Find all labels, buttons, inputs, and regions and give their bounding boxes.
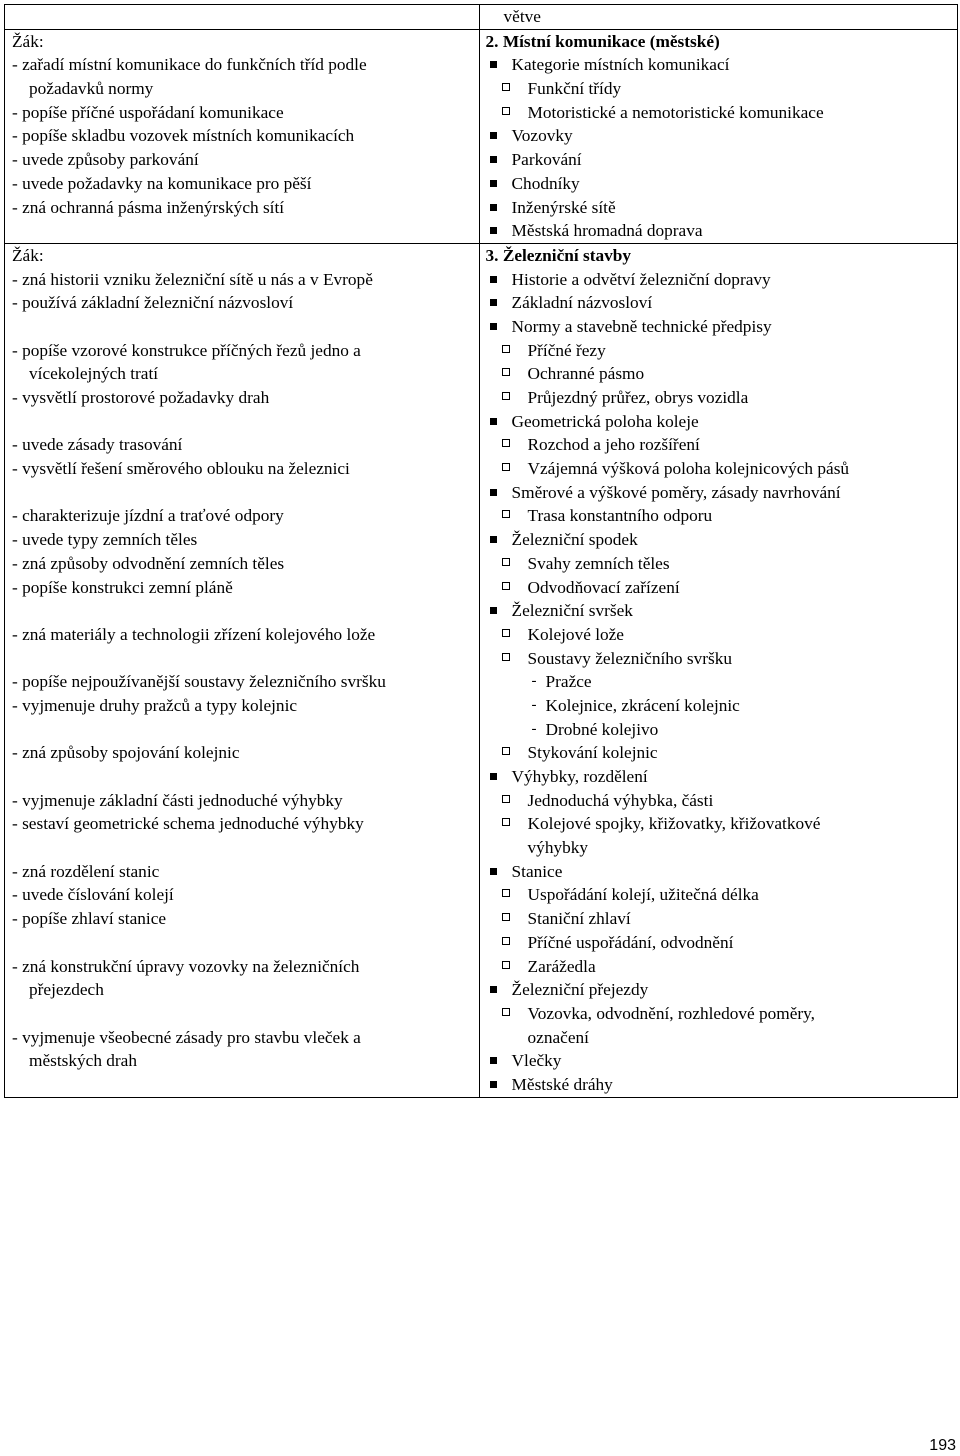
subtopic-item [486, 457, 957, 481]
filled-square-shape [490, 489, 497, 496]
topic-item [486, 268, 957, 292]
topic-item [486, 124, 957, 148]
table-row-top-continuation [5, 5, 958, 30]
filled-square-bullet-icon [490, 268, 512, 292]
curriculum-table [4, 4, 958, 1098]
topic-text: Jednoduchá výhybka, části [527, 790, 714, 810]
filled-square-shape [490, 418, 497, 425]
subtopic-item [486, 623, 957, 647]
filled-square-bullet-icon [490, 315, 512, 339]
student-heading: Žák: [12, 245, 44, 265]
topic-item [486, 410, 957, 434]
hollow-square-shape [502, 795, 510, 803]
topic-text: Normy a stavebně technické předpisy [511, 316, 772, 336]
topic-text: Vozovky [511, 126, 573, 146]
subtopic-item [486, 647, 957, 671]
right-cell-topics-roads [479, 29, 957, 243]
topic-text: Průjezdný průřez, obrys vozidla [527, 388, 749, 407]
topic-text: Vlečky [511, 1051, 562, 1071]
topic-text: Geometrická poloha koleje [511, 411, 699, 431]
hollow-square-shape [502, 937, 510, 945]
spacer [12, 765, 479, 789]
subtopic-item [486, 576, 957, 600]
hollow-square-shape [502, 107, 510, 115]
topic-item [486, 860, 957, 884]
topic-item [486, 481, 957, 505]
outcome-line: - vyjmenuje základní části jednoduché výhybky [12, 790, 343, 810]
filled-square-bullet-icon [490, 196, 512, 220]
hollow-square-shape [502, 747, 510, 755]
hollow-square-shape [502, 889, 510, 897]
topic-text: Příčné uspořádání, odvodnění [527, 932, 734, 952]
topic-text: Železniční svršek [511, 601, 633, 621]
outcome-line: městských drah [29, 1051, 137, 1071]
section-heading: 3. Železniční stavby [485, 245, 631, 265]
left-cell-outcomes-railway [5, 243, 480, 1097]
topic-item [486, 528, 957, 552]
topic-text: Svahy zemních těles [527, 553, 670, 573]
outcome-line: - popíše zhlaví stanice [12, 909, 167, 929]
hollow-square-shape [502, 83, 510, 91]
left-cell-empty [5, 5, 480, 30]
hollow-square-shape [502, 582, 510, 590]
subtopic-item [486, 101, 957, 125]
topic-text: Trasa konstantního odporu [527, 506, 713, 526]
outcome-line: - popíše nejpoužívanější soustavy železničního svršku [12, 672, 386, 692]
filled-square-shape [490, 156, 497, 163]
topic-text: Stykování kolejnic [527, 743, 658, 763]
spacer [12, 315, 479, 339]
topic-text: Železniční spodek [511, 530, 638, 550]
section-heading: 2. Místní komunikace (městské) [485, 31, 720, 51]
hollow-square-shape [502, 439, 510, 447]
outcome-line: - popíše skladbu vozovek místních komunikacích [12, 126, 355, 146]
topic-item [486, 53, 957, 77]
filled-square-bullet-icon [490, 148, 512, 172]
topic-text: Kategorie místních komunikací [511, 55, 730, 75]
topic-text: Zarážedla [527, 956, 596, 976]
filled-square-bullet-icon [490, 1049, 512, 1073]
outcome-line: - uvede požadavky na komunikace pro pěší [12, 173, 312, 193]
topic-text: Inženýrské sítě [511, 197, 616, 217]
topic-text: Příčné řezy [527, 340, 606, 360]
outcome-line: - popíše vzorové konstrukce příčných řezů jedno a [12, 340, 361, 360]
subtopic-item [486, 552, 957, 576]
hollow-square-bullet-icon [502, 883, 528, 907]
outcome-line: - zná materiály a technologii zřízení kolejového lože [12, 624, 376, 644]
hollow-square-bullet-icon [502, 789, 528, 813]
topic-text: Chodníky [511, 173, 580, 193]
subtopic-item [486, 812, 957, 836]
hollow-square-shape [502, 629, 510, 637]
outcome-line: - uvede typy zemních těles [12, 530, 198, 550]
subtopic-item [486, 1002, 957, 1026]
spacer [12, 718, 479, 742]
subtopic-item [486, 339, 957, 363]
hollow-square-bullet-icon [502, 907, 528, 931]
topic-item [486, 1073, 957, 1097]
filled-square-bullet-icon [490, 410, 512, 434]
subtopic-item [486, 955, 957, 979]
filled-square-bullet-icon [490, 1073, 512, 1097]
outcome-line: - zná ochranná pásma inženýrských sítí [12, 197, 285, 217]
sub-subtopic-item [486, 718, 957, 742]
filled-square-bullet-icon [490, 978, 512, 1002]
hollow-square-bullet-icon [502, 362, 528, 386]
topic-text: Funkční třídy [527, 79, 622, 99]
outcome-line: přejezdech [29, 980, 104, 1000]
subtopic-item [486, 789, 957, 813]
hollow-square-bullet-icon [502, 1002, 528, 1026]
outcome-line: - používá základní železniční názvosloví [12, 293, 294, 313]
spacer [12, 836, 479, 860]
subtopic-item [486, 741, 957, 765]
filled-square-bullet-icon [490, 124, 512, 148]
filled-square-shape [490, 1057, 497, 1064]
filled-square-shape [490, 773, 497, 780]
hollow-square-shape [502, 345, 510, 353]
subtopic-item [486, 362, 957, 386]
topic-item [486, 978, 957, 1002]
hollow-square-bullet-icon [502, 741, 528, 765]
hollow-square-bullet-icon [502, 576, 528, 600]
hollow-square-shape [502, 913, 510, 921]
outcome-line: - vysvětlí prostorové požadavky drah [12, 388, 270, 407]
topic-item [486, 599, 957, 623]
hollow-square-bullet-icon [502, 77, 528, 101]
hollow-square-bullet-icon [502, 647, 528, 671]
spacer [12, 481, 479, 505]
topic-text: Soustavy železničního svršku [527, 648, 732, 668]
topic-text: Kolejové spojky, křižovatky, křižovatkové [527, 814, 821, 834]
filled-square-bullet-icon [490, 219, 512, 243]
topic-text: Vzájemná výšková poloha kolejnicových pásů [527, 459, 850, 479]
outcome-line: - zařadí místní komunikace do funkčních tříd podle [12, 55, 367, 75]
topic-text: Motoristické a nemotoristické komunikace [527, 102, 824, 122]
filled-square-bullet-icon [490, 528, 512, 552]
hollow-square-bullet-icon [502, 623, 528, 647]
subtopic-item [486, 433, 957, 457]
subtopic-item [486, 907, 957, 931]
topic-text: Kolejnice, zkrácení kolejnic [545, 695, 740, 715]
hollow-square-bullet-icon [502, 812, 528, 836]
filled-square-shape [490, 323, 497, 330]
table-row-railway [5, 243, 958, 1097]
subtopic-item [486, 931, 957, 955]
topic-text: Drobné kolejivo [545, 719, 659, 739]
outcome-line: - uvede zásady trasování [12, 435, 183, 455]
filled-square-shape [490, 180, 497, 187]
topic-item [486, 315, 957, 339]
outcome-line: - sestaví geometrické schema jednoduché výhybky [12, 814, 364, 834]
topic-item [486, 1049, 957, 1073]
sub-subtopic-item [486, 694, 957, 718]
outcome-line: - uvede způsoby parkování [12, 150, 199, 170]
outcome-line: - zná rozdělení stanic [12, 861, 160, 881]
hollow-square-shape [502, 463, 510, 471]
outcome-line: - vyjmenuje všeobecné zásady pro stavbu vleček a [12, 1027, 361, 1047]
hollow-square-shape [502, 1008, 510, 1016]
filled-square-shape [490, 227, 497, 234]
hollow-square-bullet-icon [502, 504, 528, 528]
student-heading: Žák: [12, 31, 44, 51]
hollow-square-bullet-icon [502, 552, 528, 576]
topic-item [486, 196, 957, 220]
filled-square-shape [490, 1081, 497, 1088]
outcome-line: - popíše konstrukci zemní pláně [12, 577, 233, 597]
hollow-square-bullet-icon [502, 386, 528, 410]
hollow-square-bullet-icon [502, 339, 528, 363]
outcome-line: - zná způsoby odvodnění zemních těles [12, 553, 285, 573]
filled-square-shape [490, 61, 497, 68]
spacer [12, 410, 479, 434]
spacer [12, 599, 479, 623]
dash-bullet-icon: - [531, 696, 537, 713]
filled-square-shape [490, 299, 497, 306]
left-cell-outcomes-roads [5, 29, 480, 243]
topic-item [486, 765, 957, 789]
topic-text: výhybky [527, 838, 589, 858]
outcome-line: - popíše příčné uspořádaní komunikace [12, 102, 284, 122]
filled-square-shape [490, 868, 497, 875]
hollow-square-shape [502, 818, 510, 826]
sub-subtopic-item [486, 670, 957, 694]
topic-text: Železniční přejezdy [511, 980, 649, 1000]
outcome-line: - vyjmenuje druhy pražců a typy kolejnic [12, 695, 298, 715]
outcome-line: - charakterizuje jízdní a traťové odpory [12, 506, 284, 526]
filled-square-bullet-icon [490, 291, 512, 315]
filled-square-shape [490, 132, 497, 139]
subtopic-item [486, 386, 957, 410]
subtopic-item [486, 77, 957, 101]
right-cell-topics-railway [479, 243, 957, 1097]
filled-square-bullet-icon [490, 172, 512, 196]
topic-text: označení [527, 1027, 589, 1047]
topic-text: Základní názvosloví [511, 293, 653, 313]
subtopic-item [486, 504, 957, 528]
hollow-square-bullet-icon [502, 101, 528, 125]
filled-square-shape [490, 607, 497, 614]
filled-square-shape [490, 276, 497, 283]
filled-square-bullet-icon [490, 481, 512, 505]
topic-item [486, 172, 957, 196]
filled-square-shape [490, 204, 497, 211]
topic-text: Staniční zhlaví [527, 909, 631, 929]
filled-square-bullet-icon [490, 765, 512, 789]
topic-text: Výhybky, rozdělení [511, 767, 648, 786]
hollow-square-shape [502, 653, 510, 661]
hollow-square-bullet-icon [502, 931, 528, 955]
subtopic-continuation [486, 1026, 957, 1050]
filled-square-bullet-icon [490, 599, 512, 623]
topic-text: Ochranné pásmo [527, 364, 645, 384]
topic-text: Stanice [511, 861, 563, 881]
outcome-line: - zná způsoby spojování kolejnic [12, 743, 240, 763]
outcome-line: - zná konstrukční úpravy vozovky na železničních [12, 956, 360, 976]
topic-text: Městská hromadná doprava [511, 221, 703, 241]
hollow-square-shape [502, 961, 510, 969]
topic-text: Parkování [511, 150, 582, 170]
table-row-local-roads [5, 29, 958, 243]
topic-text: Kolejové lože [527, 624, 624, 644]
right-cell-continuation [479, 5, 957, 30]
hollow-square-shape [502, 558, 510, 566]
spacer [12, 931, 479, 955]
topic-text: Uspořádání kolejí, užitečná délka [527, 885, 759, 905]
subtopic-continuation [486, 836, 957, 860]
topic-item [486, 291, 957, 315]
topic-text: Historie a odvětví železniční dopravy [511, 269, 771, 289]
subtopic-item [486, 883, 957, 907]
hollow-square-bullet-icon [502, 955, 528, 979]
continuation-text: větve [503, 7, 541, 26]
filled-square-shape [490, 536, 497, 543]
topic-item [486, 148, 957, 172]
topic-text: Směrové a výškové poměry, zásady navrhování [511, 482, 841, 502]
filled-square-bullet-icon [490, 53, 512, 77]
topic-text: Pražce [545, 672, 592, 692]
hollow-square-shape [502, 368, 510, 376]
outcome-line: - zná historii vzniku železniční sítě u nás a v Evropě [12, 269, 373, 289]
topic-text: Vozovka, odvodnění, rozhledové poměry, [527, 1003, 815, 1023]
spacer [12, 647, 479, 671]
filled-square-bullet-icon [490, 860, 512, 884]
dash-bullet-icon: - [531, 720, 537, 737]
spacer [12, 1002, 479, 1026]
dash-bullet-icon: - [531, 673, 537, 690]
topic-item [486, 219, 957, 243]
hollow-square-bullet-icon [502, 457, 528, 481]
page-number: 193 [929, 1437, 956, 1454]
topic-text: Městské dráhy [511, 1074, 613, 1094]
hollow-square-shape [502, 510, 510, 518]
hollow-square-bullet-icon [502, 433, 528, 457]
outcome-line: vícekolejných tratí [29, 364, 159, 384]
hollow-square-shape [502, 392, 510, 400]
topic-text: Rozchod a jeho rozšíření [527, 435, 700, 455]
topic-text: Odvodňovací zařízení [527, 577, 680, 597]
outcome-line: - vysvětlí řešení směrového oblouku na železnici [12, 459, 350, 479]
filled-square-shape [490, 986, 497, 993]
outcome-line: - uvede číslování kolejí [12, 885, 174, 905]
outcome-line: požadavků normy [29, 79, 154, 99]
